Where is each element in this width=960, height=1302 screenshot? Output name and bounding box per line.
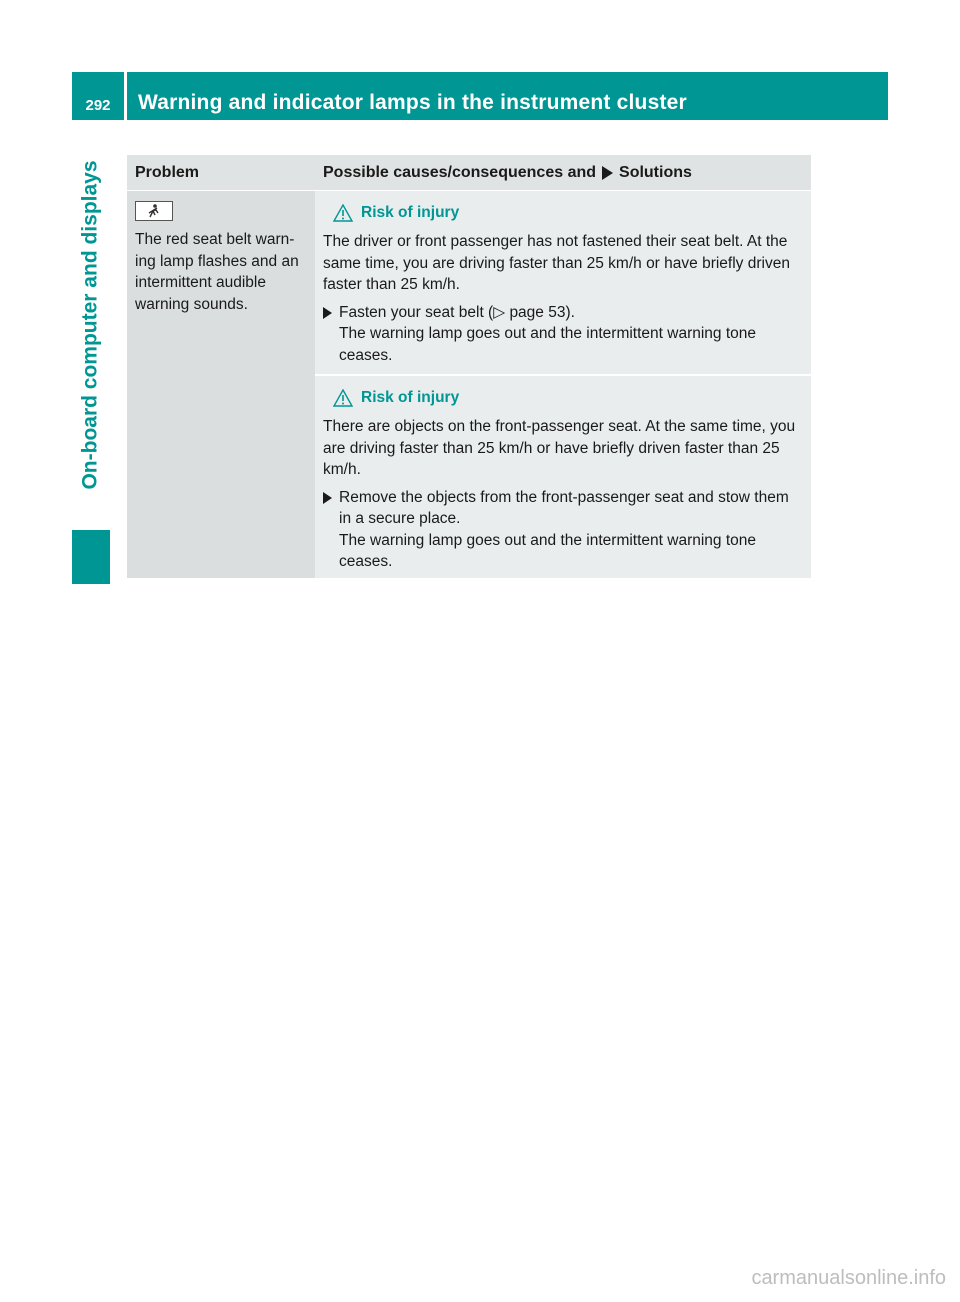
step-action: Remove the objects from the front-passenger seat and stow them in a secure place.	[339, 488, 789, 527]
column-header-solutions-label: Solutions	[619, 163, 692, 181]
step-action: Fasten your seat belt (▷ page 53).	[339, 303, 575, 321]
action-step	[323, 302, 803, 367]
table-header-row	[127, 155, 811, 190]
page-number: 292	[85, 97, 111, 114]
page-title: Warning and indicator lamps in the instrument cluster	[138, 91, 687, 114]
page-header	[72, 72, 888, 120]
solutions-column	[315, 190, 811, 578]
solution-block	[315, 190, 811, 374]
problem-cell	[127, 190, 315, 578]
seat-belt-warning-lamp-icon	[135, 201, 173, 221]
risk-warning	[323, 203, 803, 223]
problem-description: The red seat belt warn-ing lamp flashes and an intermittent audible warning sounds.	[135, 231, 299, 313]
column-header-causes-label: Possible causes/consequences and	[323, 163, 597, 181]
side-tab-label: On-board computer and displays	[79, 160, 102, 490]
warning-table	[127, 155, 811, 578]
risk-warning	[323, 388, 803, 408]
risk-label: Risk of injury	[361, 204, 460, 221]
risk-label: Risk of injury	[361, 389, 460, 406]
watermark: carmanualsonline.info	[751, 1267, 946, 1289]
column-header-causes	[315, 155, 811, 190]
side-tab-marker	[72, 530, 110, 584]
solution-block	[315, 374, 811, 578]
column-header-problem: Problem	[135, 163, 200, 181]
warning-triangle-icon	[333, 389, 353, 407]
warning-triangle-icon	[333, 204, 353, 222]
step-result: The warning lamp goes out and the intermittent warning tone ceases.	[339, 531, 757, 570]
cause-description: The driver or front passenger has not fastened their seat belt. At the same time, you are driving faster than 25 km/h or have briefly driven faster than 25 km/h.	[323, 233, 790, 293]
side-tab	[72, 120, 110, 530]
step-result: The warning lamp goes out and the intermittent warning tone ceases.	[339, 325, 757, 364]
cause-description: There are objects on the front-passenger seat. At the same time, you are driving faster than 25 km/h or have briefly driven faster than 25 km/h.	[323, 418, 796, 478]
step-arrow-icon	[323, 487, 339, 573]
action-step	[323, 487, 803, 573]
step-arrow-icon	[323, 302, 339, 367]
table-row	[127, 190, 811, 578]
arrow-right-icon	[602, 166, 613, 180]
